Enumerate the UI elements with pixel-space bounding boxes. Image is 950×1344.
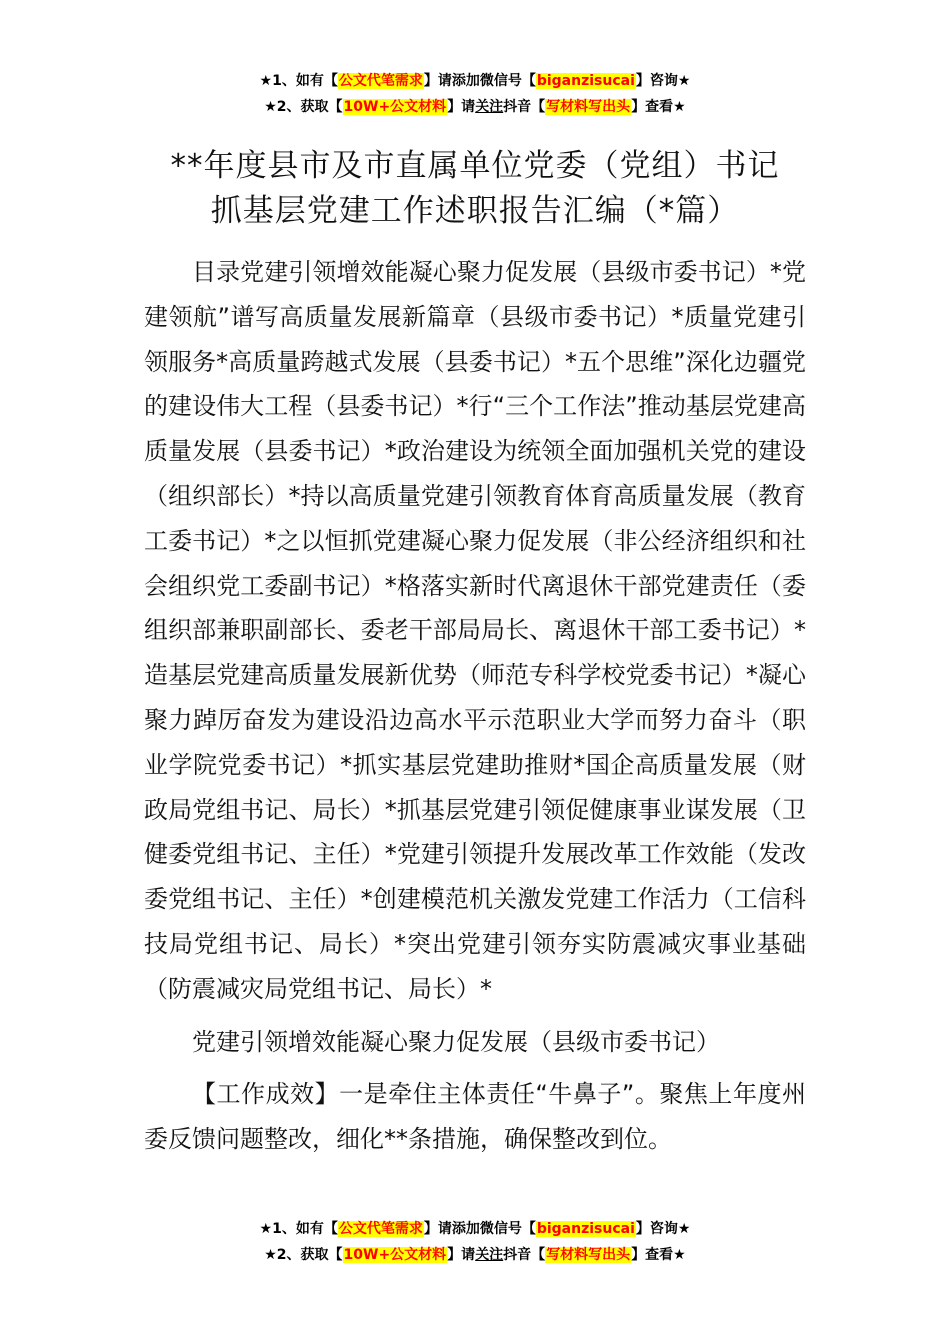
header-ad-banner (0, 68, 950, 120)
ad-text: 】咨询★ (635, 1221, 691, 1237)
ad-highlight-materials: 10W+公文材料 (343, 99, 447, 115)
document-title-line-2: 抓基层党建工作述职报告汇编（*篇） (210, 193, 740, 229)
ad-underlined-follow: 关注 (475, 1247, 504, 1263)
section-heading: 党建引领增效能凝心聚力促发展（县级市委书记） (192, 1027, 720, 1056)
ad-text: ★2、获取【 (264, 99, 343, 115)
ad-text: 抖音【 (503, 99, 546, 115)
ad-text: 】请 (447, 1247, 476, 1263)
ad-text: 】查看★ (631, 1247, 686, 1263)
table-of-contents-paragraph: 目录党建引领增效能凝心聚力促发展（县级市委书记）*党建领航”谱写高质量发展新篇章（县级市委书记）*质量党建引领服务*高质量跨越式发展（县委书记）*五个思维”深化边疆党的建设伟大工程（县委书记）*行“三个工作法”推动基层党建高质量发展（县委书记）*政治建设为统领全面加强机关党的建设（组织部长）*持以高质量党建引领教育体育高质量发展（教育工委书记）*之以恒抓党建凝心聚力促发展（非公经济组织和社会组织党工委副书记）*格落实新时代离退休干部党建责任（委组织部兼职副部长、委老干部局局长、离退休干部工委书记）*造基层党建高质量发展新优势（师范专科学校党委书记）*凝心聚力踔厉奋发为建设沿边高水平示范职业大学而努力奋斗（职业学院党委书记）*抓实基层党建助推财*国企高质量发展（财政局党组书记、局长）*抓基层党建引领促健康事业谋发展（卫健委党组书记、主任）*党建引领提升发展改革工作效能（发改委党组书记、主任）*创建模范机关激发党建工作活力（工信科技局党组书记、局长）*突出党建引领夯实防震减灾事业基础（防震减灾局党组书记、局长）* (144, 258, 806, 1003)
ad-highlight-service: 公文代笔需求 (338, 1221, 423, 1237)
document-title (0, 144, 950, 234)
ad-text: ★2、获取【 (264, 1247, 343, 1263)
footer-ad-line-1 (0, 1216, 950, 1242)
ad-highlight-materials: 10W+公文材料 (343, 1247, 447, 1263)
work-results-paragraph: 【工作成效】一是牵住主体责任“牛鼻子”。聚焦上年度州委反馈问题整改，细化**条措施，确保整改到位。 (144, 1080, 806, 1154)
document-title-line-1: **年度县市及市直属单位党委（党组）书记 (170, 148, 780, 184)
ad-highlight-service: 公文代笔需求 (338, 73, 423, 89)
ad-highlight-douyin-account: 写材料写出头 (546, 99, 631, 115)
ad-highlight-wechat-id: biganzisucai (536, 1221, 635, 1237)
ad-highlight-wechat-id: biganzisucai (536, 73, 635, 89)
footer-ad-line-2 (0, 1242, 950, 1268)
footer-ad-banner (0, 1216, 950, 1268)
ad-highlight-douyin-account: 写材料写出头 (546, 1247, 631, 1263)
ad-text: 】咨询★ (635, 73, 691, 89)
ad-text: ★1、如有【 (259, 1221, 338, 1237)
ad-underlined-follow: 关注 (475, 99, 504, 115)
header-ad-line-2 (0, 94, 950, 120)
ad-text: ★1、如有【 (259, 73, 338, 89)
ad-text: 】查看★ (631, 99, 686, 115)
header-ad-line-1 (0, 68, 950, 94)
ad-text: 】请添加微信号【 (423, 1221, 536, 1237)
ad-text: 】请 (447, 99, 476, 115)
document-body (144, 250, 806, 1162)
ad-text: 抖音【 (503, 1247, 546, 1263)
ad-text: 】请添加微信号【 (423, 73, 536, 89)
